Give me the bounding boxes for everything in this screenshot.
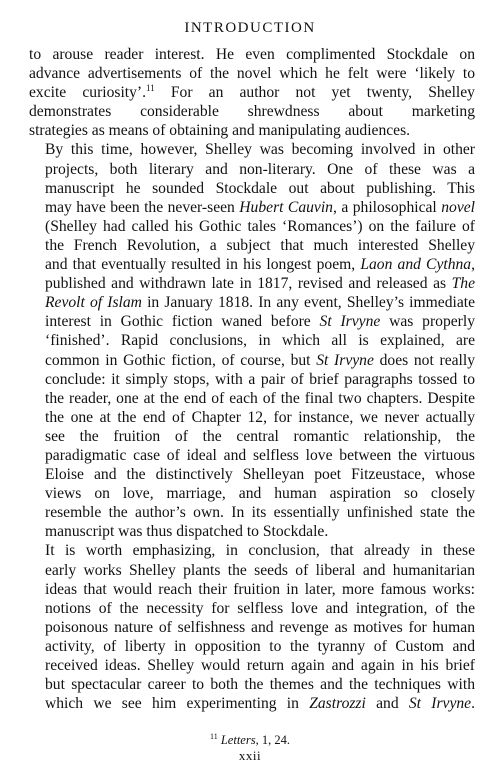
text-line: poisonous nature of selfishness and revenge as motives for human [45,618,475,636]
text-line: published and withdrawn late in 1817, revised and released as The [45,275,475,293]
italic-title: St Irvyne [408,695,472,713]
text-line: the one at the end of Chapter 12, for instance, we never actually [45,408,475,426]
footnote-source: Letters [220,733,256,747]
page-number: xxii [238,748,262,763]
text-line: resemble the author’s own. In its essentially unfinished state the [45,504,475,522]
running-head: INTRODUCTION [184,20,316,36]
text-line: see the fruition of the central romantic relationship, the [45,427,475,445]
text-line: excite curiosity’.$^{11}$ For an author not yet twenty, Shelley [29,83,475,102]
text-line: ‘finished’. Rapid conclusions, in which all is explained, are [45,332,475,350]
text-line: By this time, however, Shelley was becoming involved in other [45,141,475,159]
text-line: the French Revolution, a subject that much interested Shelley [45,236,475,254]
text-line: views on love, marriage, and human aspiration so closely [45,485,475,503]
text-line: early works Shelley plants the seeds of liberal and humanitarian [45,561,475,579]
text-line: activity, of liberty in opposition to the tyranny of Custom and [45,637,475,655]
text-line: ideas that would reach their fruition in later, more famous works: [45,580,475,598]
text-line: but spectacular career to both the themes and the techniques with [45,676,475,694]
text-line: It is worth emphasizing, in conclusion, that already in these [45,542,475,560]
footnote-reference: , 1, 24. [255,733,290,747]
text-line: common in Gothic fiction, of course, but St Irvyne does not really [45,351,476,369]
body-text [29,45,475,713]
text-line: and that eventually resulted in his longest poem, Laon and Cythna, [45,256,476,274]
paragraph-2 [29,140,475,541]
italic-word: novel [441,198,475,216]
italic-title: Hubert Cauvin [239,198,333,216]
text-line: Eloise and the distinctively Shelleyan poet Fitzeustace, whose [45,466,475,484]
footnote-number: 11 [210,732,218,741]
text-line: may have been the never-seen Hubert Cauvin, a philosophical novel [45,198,475,216]
footnote-marker: 11 [146,83,155,94]
italic-title: Laon and Cythna [360,256,472,274]
text-line: the reader, one at the end of each of the final two chapters. Despite [45,389,475,407]
text-line: to arouse reader interest. He even complimented Stockdale on [29,46,475,63]
italic-title: Zastrozzi [309,695,366,713]
italic-title: The [451,275,475,293]
text-line: received ideas. Shelley would return again and again in his brief [45,657,475,674]
text-line: demonstrates considerable shrewdness about marketing [29,103,475,121]
text-line: interest in Gothic fiction waned before St Irvyne was properly [45,313,476,331]
italic-title: St Irvyne [319,313,381,331]
text-line: conclude: it simply stops, with a pair of brief paragraphs tossed to [45,370,475,388]
text-line: projects, both literary and non-literary. One of these was a [45,160,475,178]
paragraph-3 [29,541,475,713]
text-line: which we see him experimenting in Zastrozzi and St Irvyne. [45,695,475,713]
text-line: manuscript he sounded Stockdale out about publishing. This [45,179,475,197]
italic-title: St Irvyne [316,351,374,369]
text-line: advance advertisements of the novel which he felt were ‘likely to [29,65,475,83]
text-line: Revolt of Islam in January 1818. In any event, Shelley’s immediate [45,294,475,312]
text-line: strategies as means of obtaining and manipulating audiences. [29,122,411,140]
text-line: notions of the necessity for selfless love and integration, of the [45,599,475,617]
paragraph-1 [29,45,475,140]
text-line: manuscript was thus dispatched to Stockdale. [45,523,329,541]
text-line: (Shelley had called his Gothic tales ‘Romances’) on the failure of [45,217,475,235]
footnote [0,733,500,748]
italic-title: Revolt of Islam [45,294,142,312]
text-line: paradigmatic case of ideal and selfless love between the virtuous [45,446,475,464]
